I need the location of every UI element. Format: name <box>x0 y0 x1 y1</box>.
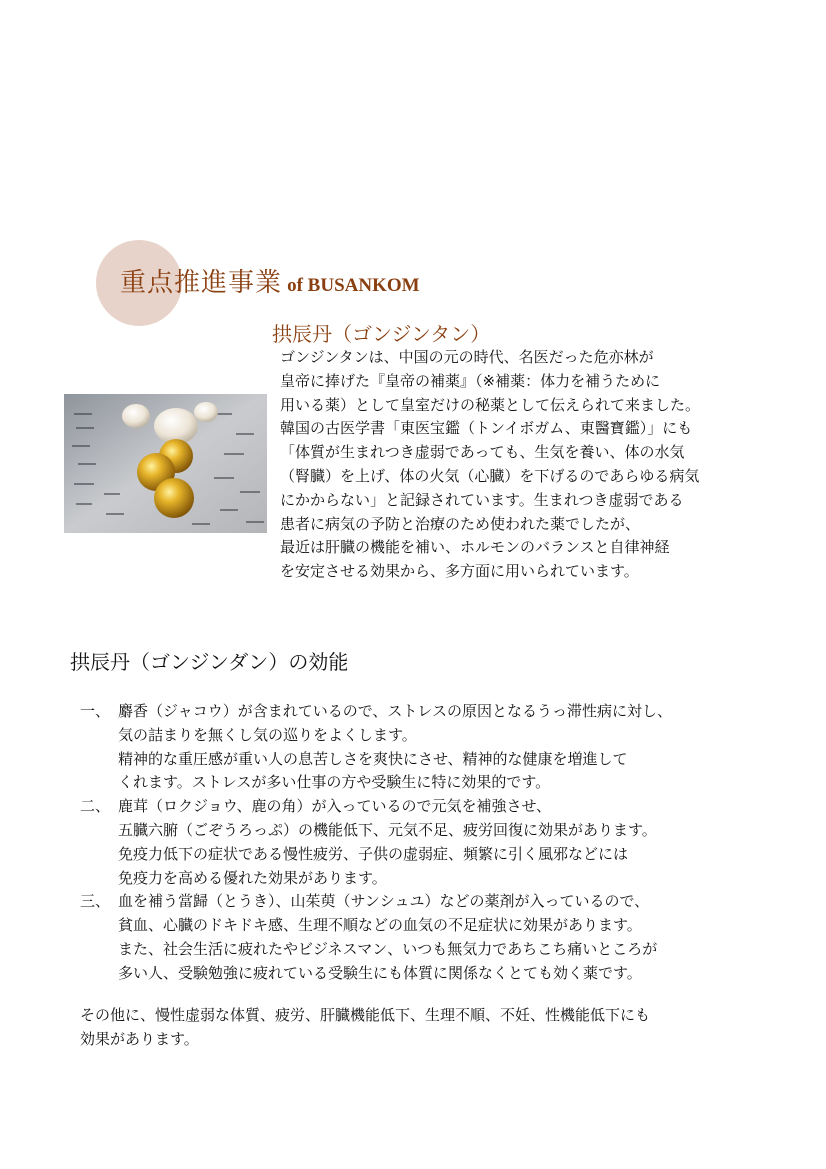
heading-japanese: 重点推進事業 <box>120 268 283 298</box>
effect-line: 多い人、受験勉強に疲れている受験生にも体質に関係なくとても効く薬です。 <box>118 963 642 982</box>
intro-line: （腎臓）を上げ、体の火気（心臓）を下げるのであらゆる病気 <box>280 466 700 485</box>
intro-line: 皇帝に捧げた『皇帝の補薬』（※補薬：体力を補うために <box>280 371 661 390</box>
intro-paragraph <box>280 346 780 584</box>
effect-line: 貧血、心臓のドキドキ感、生理不順などの血気の不足症状に効果があります。 <box>118 916 642 935</box>
effect-line: くれます。ストレスが多い仕事の方や受験生に特に効果的です。 <box>118 773 551 792</box>
effect-line: 免疫力を高める優れた効果があります。 <box>118 868 387 887</box>
gold-pills-image <box>64 394 267 533</box>
intro-line: 患者に病気の予防と治療のため使われた薬でしたが、 <box>280 514 641 533</box>
closing-line: 効果があります。 <box>80 1029 199 1048</box>
effect-line: 精神的な重圧感が重い人の息苦しさを爽快にさせ、精神的な健康を増進して <box>118 749 628 768</box>
effects-section-title: 拱辰丹（ゴンジンダン）の効能 <box>70 650 349 674</box>
effect-line: 気の詰まりを無くし気の巡りをよくします。 <box>118 725 417 744</box>
closing-line: その他に、慢性虚弱な体質、疲労、肝臓機能低下、生理不順、不妊、性機能低下にも <box>80 1006 651 1024</box>
intro-line: 用いる薬）として皇室だけの秘薬として伝えられて来ました。 <box>280 395 701 414</box>
intro-line: 韓国の古医学書「東医宝鑑（トンイボガム、東醫寶鑑）」にも <box>280 419 693 438</box>
effect-number: 三、 <box>80 892 111 911</box>
product-photo <box>64 394 267 533</box>
intro-line: にかからない」と記録されています。生まれつき虚弱である <box>280 490 684 509</box>
effect-line: 鹿茸（ロクジョウ、鹿の角）が入っているので元気を補強させ、 <box>118 797 552 816</box>
intro-line: を安定させる効果から、多方面に用いられています。 <box>280 562 639 581</box>
closing-paragraph <box>80 1004 800 1052</box>
heading-english: of BUSANKOM <box>287 275 420 296</box>
effect-line: 麝香（ジャコウ）が含まれているので、ストレスの原因となるうっ滞性病に対し、 <box>118 702 672 720</box>
product-title: 拱辰丹（ゴンジンタン） <box>272 322 491 346</box>
page-heading <box>120 262 420 299</box>
effect-line: また、社会生活に疲れたやビジネスマン、いつも無気力であちこち痛いところが <box>118 939 658 958</box>
effect-item-1 <box>80 700 780 795</box>
intro-line: 最近は肝臓の機能を補い、ホルモンのバランスと自律神経 <box>280 538 670 557</box>
effect-line: 免疫力低下の症状である慢性疲労、子供の虚弱症、頻繁に引く風邪などには <box>118 844 629 863</box>
effect-item-3 <box>80 890 780 985</box>
intro-line: ゴンジンタンは、中国の元の時代、名医だった危亦林が <box>280 348 654 366</box>
effects-list <box>80 700 780 986</box>
effect-number: 一、 <box>80 702 111 720</box>
effect-number: 二、 <box>80 797 111 816</box>
effect-line: 五臓六腑（ごぞうろっぷ）の機能低下、元気不足、疲労回復に効果があります。 <box>118 820 657 839</box>
effect-item-2 <box>80 795 780 890</box>
intro-line: 「体質が生まれつき虚弱であっても、生気を養い、体の水気 <box>280 443 685 462</box>
effect-line: 血を補う當歸（とうき）、山茱萸（サンシュユ）などの薬剤が入っているので、 <box>118 892 650 911</box>
